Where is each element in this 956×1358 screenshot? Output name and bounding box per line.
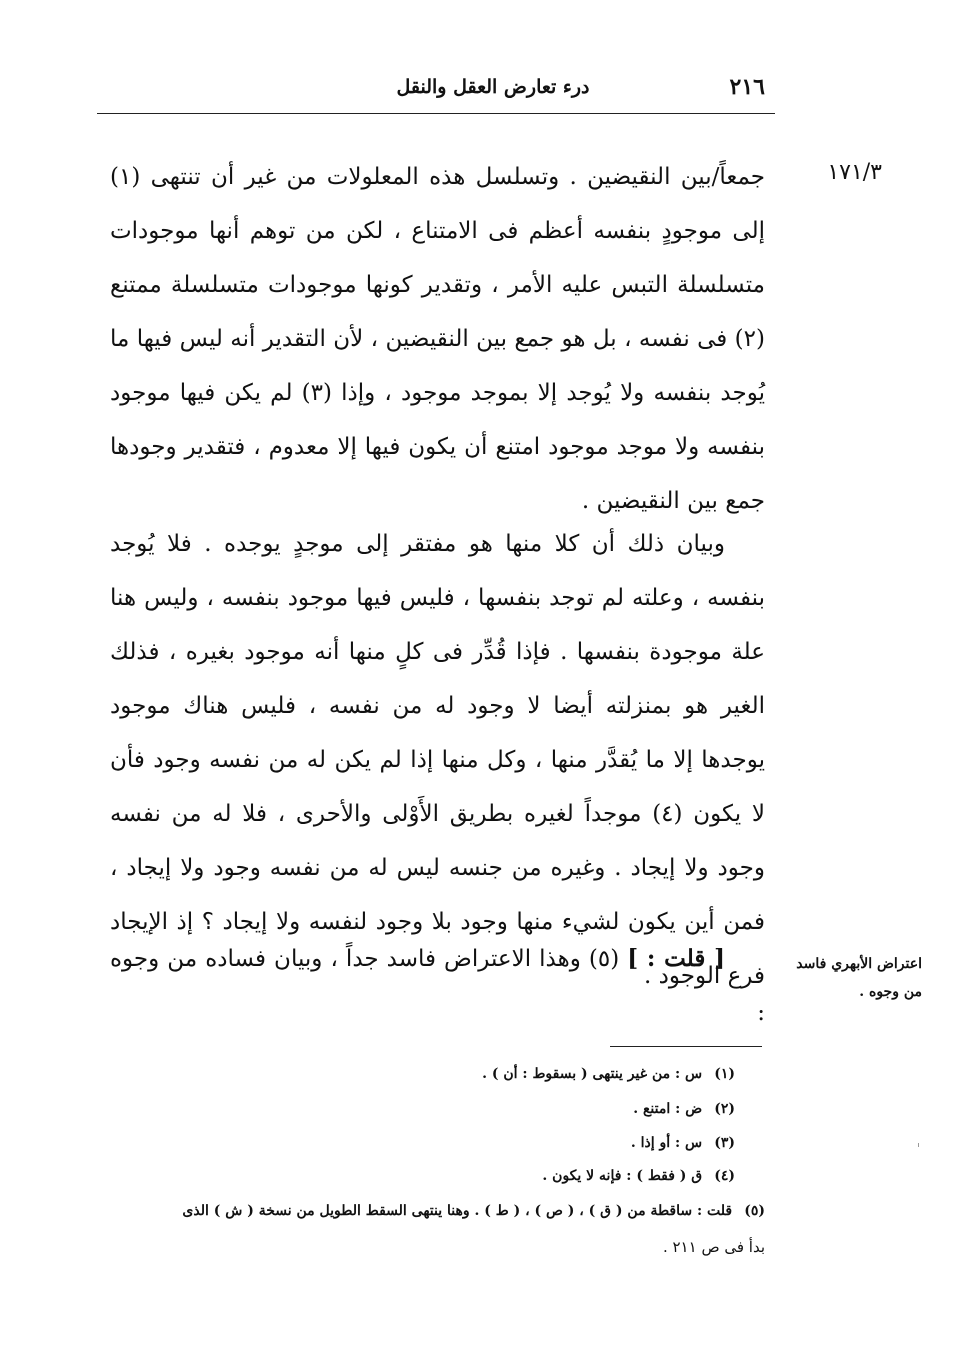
footnote-number: (٣) xyxy=(714,1135,735,1151)
footnote xyxy=(110,1101,735,1117)
running-title: درء تعارض العقل والنقل xyxy=(396,76,590,98)
qultu-marker: [ قلت : ] xyxy=(627,945,725,972)
margin-note: اعتراض الأبهري فاسد من وجوه . xyxy=(796,956,922,1000)
footnote-number: (٤) xyxy=(714,1168,735,1184)
footnote-text: قلت : ساقطة من ( ق ) ، ( ص ) ، ( ط ) . وهنا ينتهى السقط الطويل من نسخة ( ش ) الذى xyxy=(182,1203,733,1219)
header-rule xyxy=(97,113,775,114)
footnote-number: (٢) xyxy=(714,1101,735,1117)
footnote xyxy=(110,1168,735,1184)
footnote-text: ض : امتنع . xyxy=(633,1101,703,1117)
footnote xyxy=(110,1135,735,1151)
page-header xyxy=(95,68,775,104)
footnote-rule xyxy=(610,1046,762,1047)
footnote xyxy=(110,1203,765,1219)
page-number: ٢١٦ xyxy=(729,74,765,100)
footnote-continuation: بدأ فى ص ٢١١ . xyxy=(662,1238,765,1256)
footnote-text: س : أو إذا . xyxy=(630,1135,703,1151)
paragraph-2: وبيان ذلك أن كلا منها هو مفتقر إلى موجدٍ يوجده . فلا يُوجد بنفسه ، وعلته لم توجد بنفسها ، فليس فيها موجود بنفسه ، وليس هنا علة موجودة بنفسها . فإذا قُدِّر فى كلٍ منها أنه موجود بغيره ، فذلك الغير هو بمنزلته أيضا لا وجود له من نفسه ، فليس هناك موجود يوجدها إلا ما يُقدَّر منها ، وكل منها إذا لم يكن له من نفسه وجود فأن لا يكون (٤) موجداً لغيره بطريق الأَوْلى والأحرى ، فلا له من نفسه وجود ولا إيجاد . وغيره من جنسه ليس له من نفسه وجود ولا إيجاد ، فمن أين يكون لشيء منها وجود بلا وجود لنفسه ولا إيجاد ؟ إذ الإيجاد فرع الوجود . xyxy=(110,531,765,989)
paragraph-3 xyxy=(110,932,765,1040)
footnote xyxy=(110,1066,735,1082)
paragraph-3-text: (٥) وهذا الاعتراض فاسد جداً ، وبيان فساده من وجوه : xyxy=(110,946,765,1026)
footnote-text: س : من غير ينتهى ( بسقوط : أن ) . xyxy=(482,1066,703,1082)
volume-page-reference: ١٧١/٣ xyxy=(827,160,882,185)
footnote-number: (١) xyxy=(714,1066,735,1082)
gutter-mark xyxy=(918,1143,919,1147)
footnote-number: (٥) xyxy=(744,1203,765,1219)
footnote-text: ق ( فقط ) : فإنه لا يكون . xyxy=(542,1168,703,1184)
paragraph-1: جمعاً/بين النقيضين . وتسلسل هذه المعلولات من غير أن تنتهى (١) إلى موجودٍ بنفسه أعظم فى الامتناع ، لكن من توهم أنها موجودات متسلسلة التبس عليه الأمر ، وتقدير كونها موجودات متسلسلة ممتنع (٢) فى نفسه ، بل هو جمع بين النقيضين ، لأن التقدير أنه ليس فيها ما يُوجد بنفسه ولا يُوجد إلا بموجد موجود ، وإذا (٣) لم يكن فيها موجود بنفسه ولا موجد موجود امتنع أن يكون فيها إلا معدوم ، فتقدير وجودها جمع بين النقيضين . xyxy=(110,164,765,514)
